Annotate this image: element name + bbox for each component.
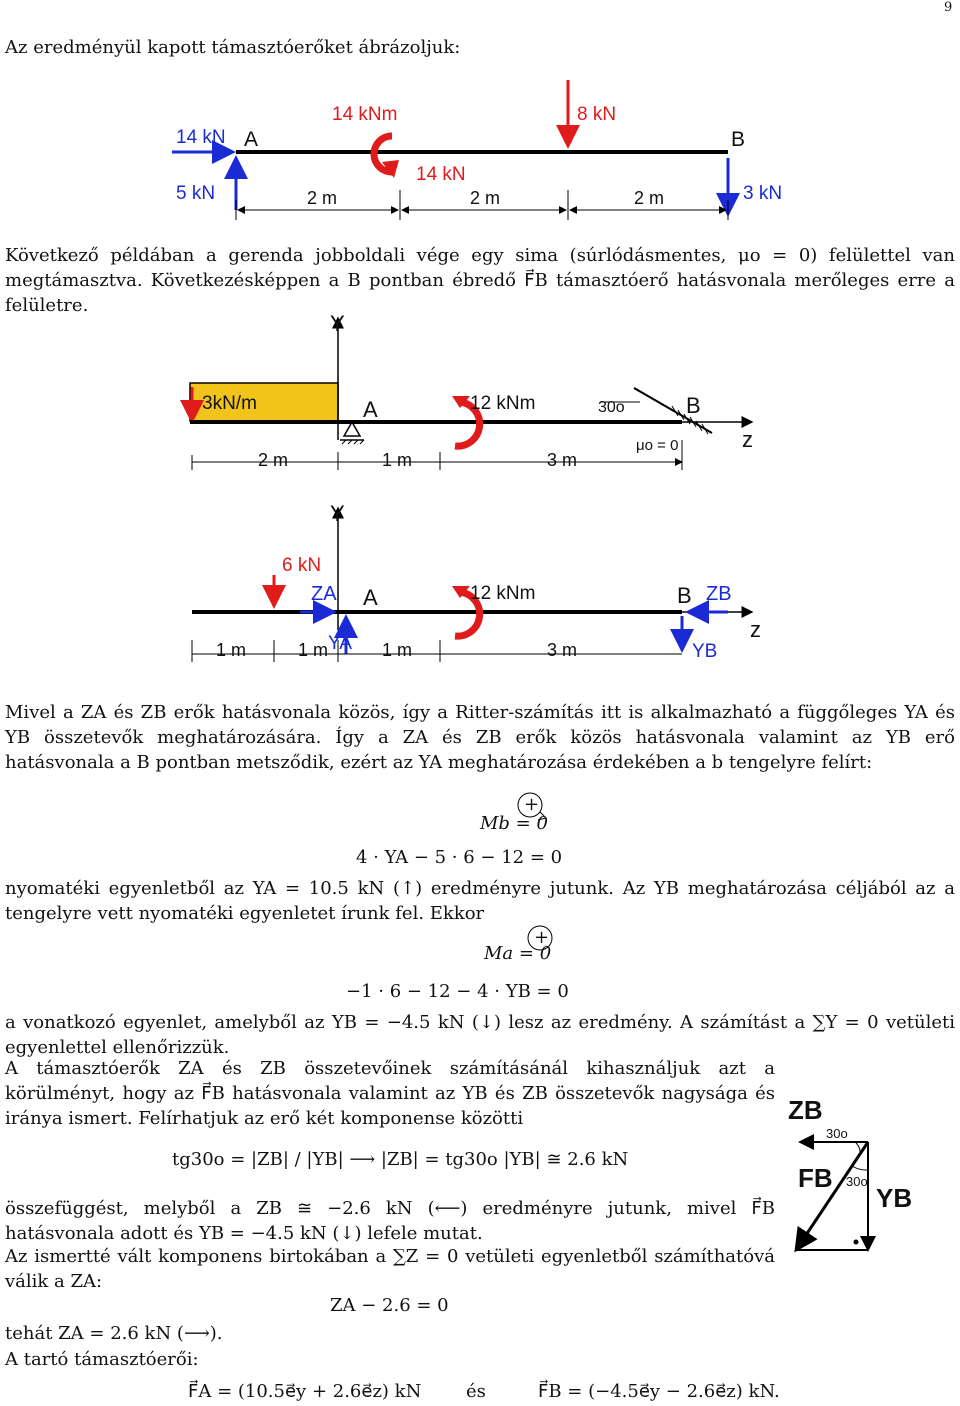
- paragraph-5: A támasztóerők ZA és ZB összetevőinek számításánál kihasználjuk azt a körülményt, hogy az F⃗B hatásvonala valamint az YB és ZB összetevők nagysága és iránya ismert. Felírhatjuk az erő két komponense közötti: [5, 1058, 775, 1129]
- label-YB: YB: [692, 641, 718, 662]
- equation-5c: F⃗B = (−4.5e⃗y − 2.6e⃗z) kN.: [538, 1381, 780, 1402]
- label-3kn: 3 kN: [743, 183, 783, 204]
- axis-label-Y-3: Y: [330, 501, 345, 526]
- dim-3-1m-c: 1 m: [382, 640, 413, 660]
- dim-3-1m-a: 1 m: [216, 640, 247, 660]
- label-B-1: B: [731, 128, 746, 151]
- label-A-2: A: [363, 397, 378, 422]
- equation-1b: 4 · YA − 5 · 6 − 12 = 0: [356, 847, 563, 868]
- equation-5b: és: [466, 1381, 486, 1402]
- dim-1-2m-b: 2 m: [470, 188, 501, 208]
- label-mu: μo = 0: [636, 437, 679, 454]
- label-12knm-3: 12 kNm: [470, 583, 536, 604]
- label-6kn: 6 kN: [282, 555, 322, 576]
- plus-sign-2: +: [534, 927, 550, 948]
- label-14kn-left: 14 kN: [176, 127, 226, 148]
- paragraph-8: tehát ZA = 2.6 kN (⟶).: [5, 1323, 223, 1344]
- paragraph-3: nyomatéki egyenletből az YA = 10.5 kN (↑) eredményre jutunk. Az YB meghatározása céljából az a tengelyre vett nyomatéki egyenletet írunk fel. Ekkor: [5, 878, 955, 924]
- dim-2-2m: 2 m: [258, 450, 289, 470]
- paragraph-2: Mivel a ZA és ZB erők hatásvonala közös, így a Ritter-számítás itt is alkalmazható a függőleges YA és YB összetevők meghatározására. Így a ZA és ZB erők közös hatásvonala valamint az YB erő hatásvonala a B pontban metsződik, ezért az YA meghatározása érdekében a b tengelyre felírt:: [5, 702, 955, 773]
- paragraph-1: Következő példában a gerenda jobboldali vége egy sima (súrlódásmentes, μo = 0) felülettel van megtámasztva. Következésképpen a B pontban ébredő F⃗B támasztóerő hatásvonala merőleges erre a felületre.: [5, 245, 955, 316]
- dim-2-1m: 1 m: [382, 450, 413, 470]
- equation-3: tg30o = |ZB| / |YB| ⟶ |ZB| = tg30o |YB| ≅ 2.6 kN: [172, 1149, 629, 1170]
- triangle-label-yb: YB: [876, 1183, 913, 1213]
- label-30deg: 30o: [598, 399, 625, 416]
- axis-label-z-3: z: [750, 617, 761, 642]
- triangle-label-zb: ZB: [788, 1095, 823, 1125]
- dim-1-2m-c: 2 m: [634, 188, 665, 208]
- label-B-2: B: [686, 393, 701, 418]
- page-number: 9: [944, 0, 953, 15]
- label-ZA: ZA: [311, 583, 337, 605]
- label-14kn-mid: 14 kN: [416, 164, 466, 185]
- paragraph-7: Az ismertté vált komponens birtokában a ∑Z = 0 vetületi egyenletből számíthatóvá válik a ZA:: [5, 1246, 775, 1292]
- intro-text: Az eredményül kapott támasztóerőket ábrázoljuk:: [5, 37, 461, 58]
- label-8kn: 8 kN: [577, 104, 617, 125]
- dim-3-3m: 3 m: [547, 640, 578, 660]
- label-A-1: A: [244, 128, 259, 151]
- axis-label-z-2: z: [742, 427, 753, 452]
- dim-2-3m: 3 m: [547, 450, 578, 470]
- equation-2b: −1 · 6 − 12 − 4 · YB = 0: [346, 981, 569, 1002]
- dim-3-1m-b: 1 m: [298, 640, 329, 660]
- label-YA: YA: [328, 633, 352, 654]
- triangle-label-angle1: 30o: [826, 1126, 848, 1141]
- equation-2a: Ma = 0: [484, 943, 552, 964]
- equation-4: ZA − 2.6 = 0: [330, 1295, 449, 1316]
- label-14knm: 14 kNm: [332, 104, 398, 125]
- dim-1-2m-a: 2 m: [307, 188, 338, 208]
- triangle-label-angle2: 30o: [846, 1174, 868, 1189]
- axis-label-Y-2: Y: [330, 311, 345, 336]
- plus-sign-1: +: [524, 794, 540, 815]
- paragraph-6: összefüggést, melyből a ZB ≅ −2.6 kN (⟵) eredményre jutunk, mivel F⃗B hatásvonala adott és YB = −4.5 kN (↓) lefele mutat.: [5, 1198, 775, 1244]
- label-ZB: ZB: [706, 583, 732, 605]
- label-12knm-2: 12 kNm: [470, 393, 536, 414]
- label-5kn: 5 kN: [176, 183, 216, 204]
- label-A-3: A: [363, 585, 378, 610]
- label-B-3: B: [677, 583, 692, 608]
- paragraph-9: A tartó támasztóerői:: [5, 1349, 199, 1370]
- label-3knm: 3kN/m: [202, 393, 257, 414]
- triangle-label-fb: FB: [798, 1163, 833, 1193]
- triangle-fb: [796, 1142, 868, 1250]
- equation-1a: Mb = 0: [480, 813, 548, 834]
- paragraph-4: a vonatkozó egyenlet, amelyből az YB = −4.5 kN (↓) lesz az eredmény. A számítást a ∑Y = 0 vetületi egyenlettel ellenőrizzük.: [5, 1012, 955, 1058]
- equation-5a: F⃗A = (10.5e⃗y + 2.6e⃗z) kN: [188, 1381, 422, 1402]
